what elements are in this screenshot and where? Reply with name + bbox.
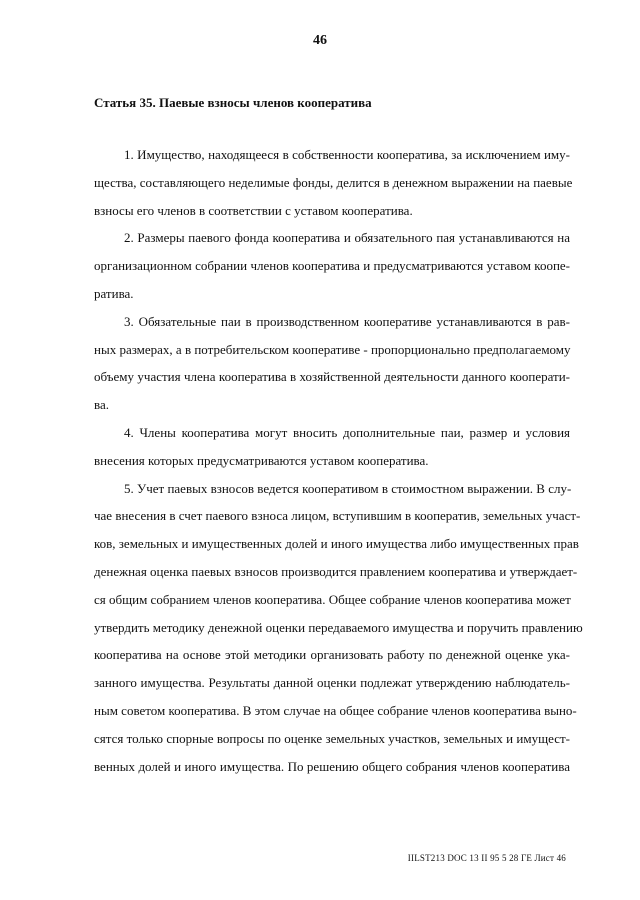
paragraph-5-line-7: кооператива на основе этой методики организовать работу по денежной оценке ука- [94, 647, 570, 663]
document-body [94, 141, 583, 780]
paragraph-2-line-1: 2. Размеры паевого фонда кооператива и обязательного пая устанавливаются на [124, 230, 570, 246]
paragraph-4-line-1: 4. Члены кооператива могут вносить дополнительные паи, размер и условия [124, 424, 570, 440]
paragraph-4-line-2: внесения которых предусматриваются уставом кооператива. [94, 452, 429, 468]
paragraph-5-line-8: занного имущества. Результаты данной оценки подлежат утверждению наблюдатель- [94, 675, 570, 691]
paragraph-3-line-4: ва. [94, 397, 109, 413]
paragraph-5-line-1: 5. Учет паевых взносов ведется кооперативом в стоимостном выражении. В слу- [124, 480, 572, 496]
paragraph-1-line-3: взносы его членов в соответствии с уставом кооператива. [94, 202, 413, 218]
paragraph-5-line-9: ным советом кооператива. В этом случае на общее собрание членов кооператива выно- [94, 702, 577, 718]
paragraph-5-line-11: венных долей и иного имущества. По решению общего собрания членов кооператива [94, 758, 570, 774]
paragraph-3-line-1: 3. Обязательные паи в производственном кооперативе устанавливаются в рав- [124, 313, 570, 329]
paragraph-3-line-3: объему участия члена кооператива в хозяйственной деятельности данного кооперати- [94, 369, 570, 385]
paragraph-2-line-3: ратива. [94, 285, 134, 301]
paragraph-5-line-5: ся общим собранием членов кооператива. Общее собрание членов кооператива может [94, 591, 571, 607]
paragraph-3-line-2: ных размерах, а в потребительском кооперативе - пропорционально предполагаемому [94, 341, 571, 357]
paragraph-5-line-6: утвердить методику денежной оценки передаваемого имущества и поручить правлению [94, 619, 583, 635]
article-heading: Статья 35. Паевые взносы членов кооператива [94, 95, 372, 110]
paragraph-5-line-3: ков, земельных и имущественных долей и иного имущества либо имущественных прав [94, 536, 579, 552]
paragraph-5-line-4: денежная оценка паевых взносов производится правлением кооператива и утверждает- [94, 563, 578, 579]
paragraph-5-line-10: сятся только спорные вопросы по оценке земельных участков, земельных и имущест- [94, 730, 570, 746]
paragraph-5-line-2: чае внесения в счет паевого взноса лицом, вступившим в кооператив, земельных участ- [94, 508, 581, 524]
document-footer: IILST213 DOC 13 II 95 5 28 ГЕ Лист 46 [407, 853, 566, 863]
paragraph-2-line-2: организационном собрании членов кооператива и предусматриваются уставом коопе- [94, 258, 570, 274]
paragraph-1-line-2: щества, составляющего неделимые фонды, делится в денежном выражении на паевые [94, 174, 573, 190]
page-number: 46 [313, 33, 327, 48]
paragraph-1-line-1: 1. Имущество, находящееся в собственности кооператива, за исключением иму- [124, 147, 570, 162]
